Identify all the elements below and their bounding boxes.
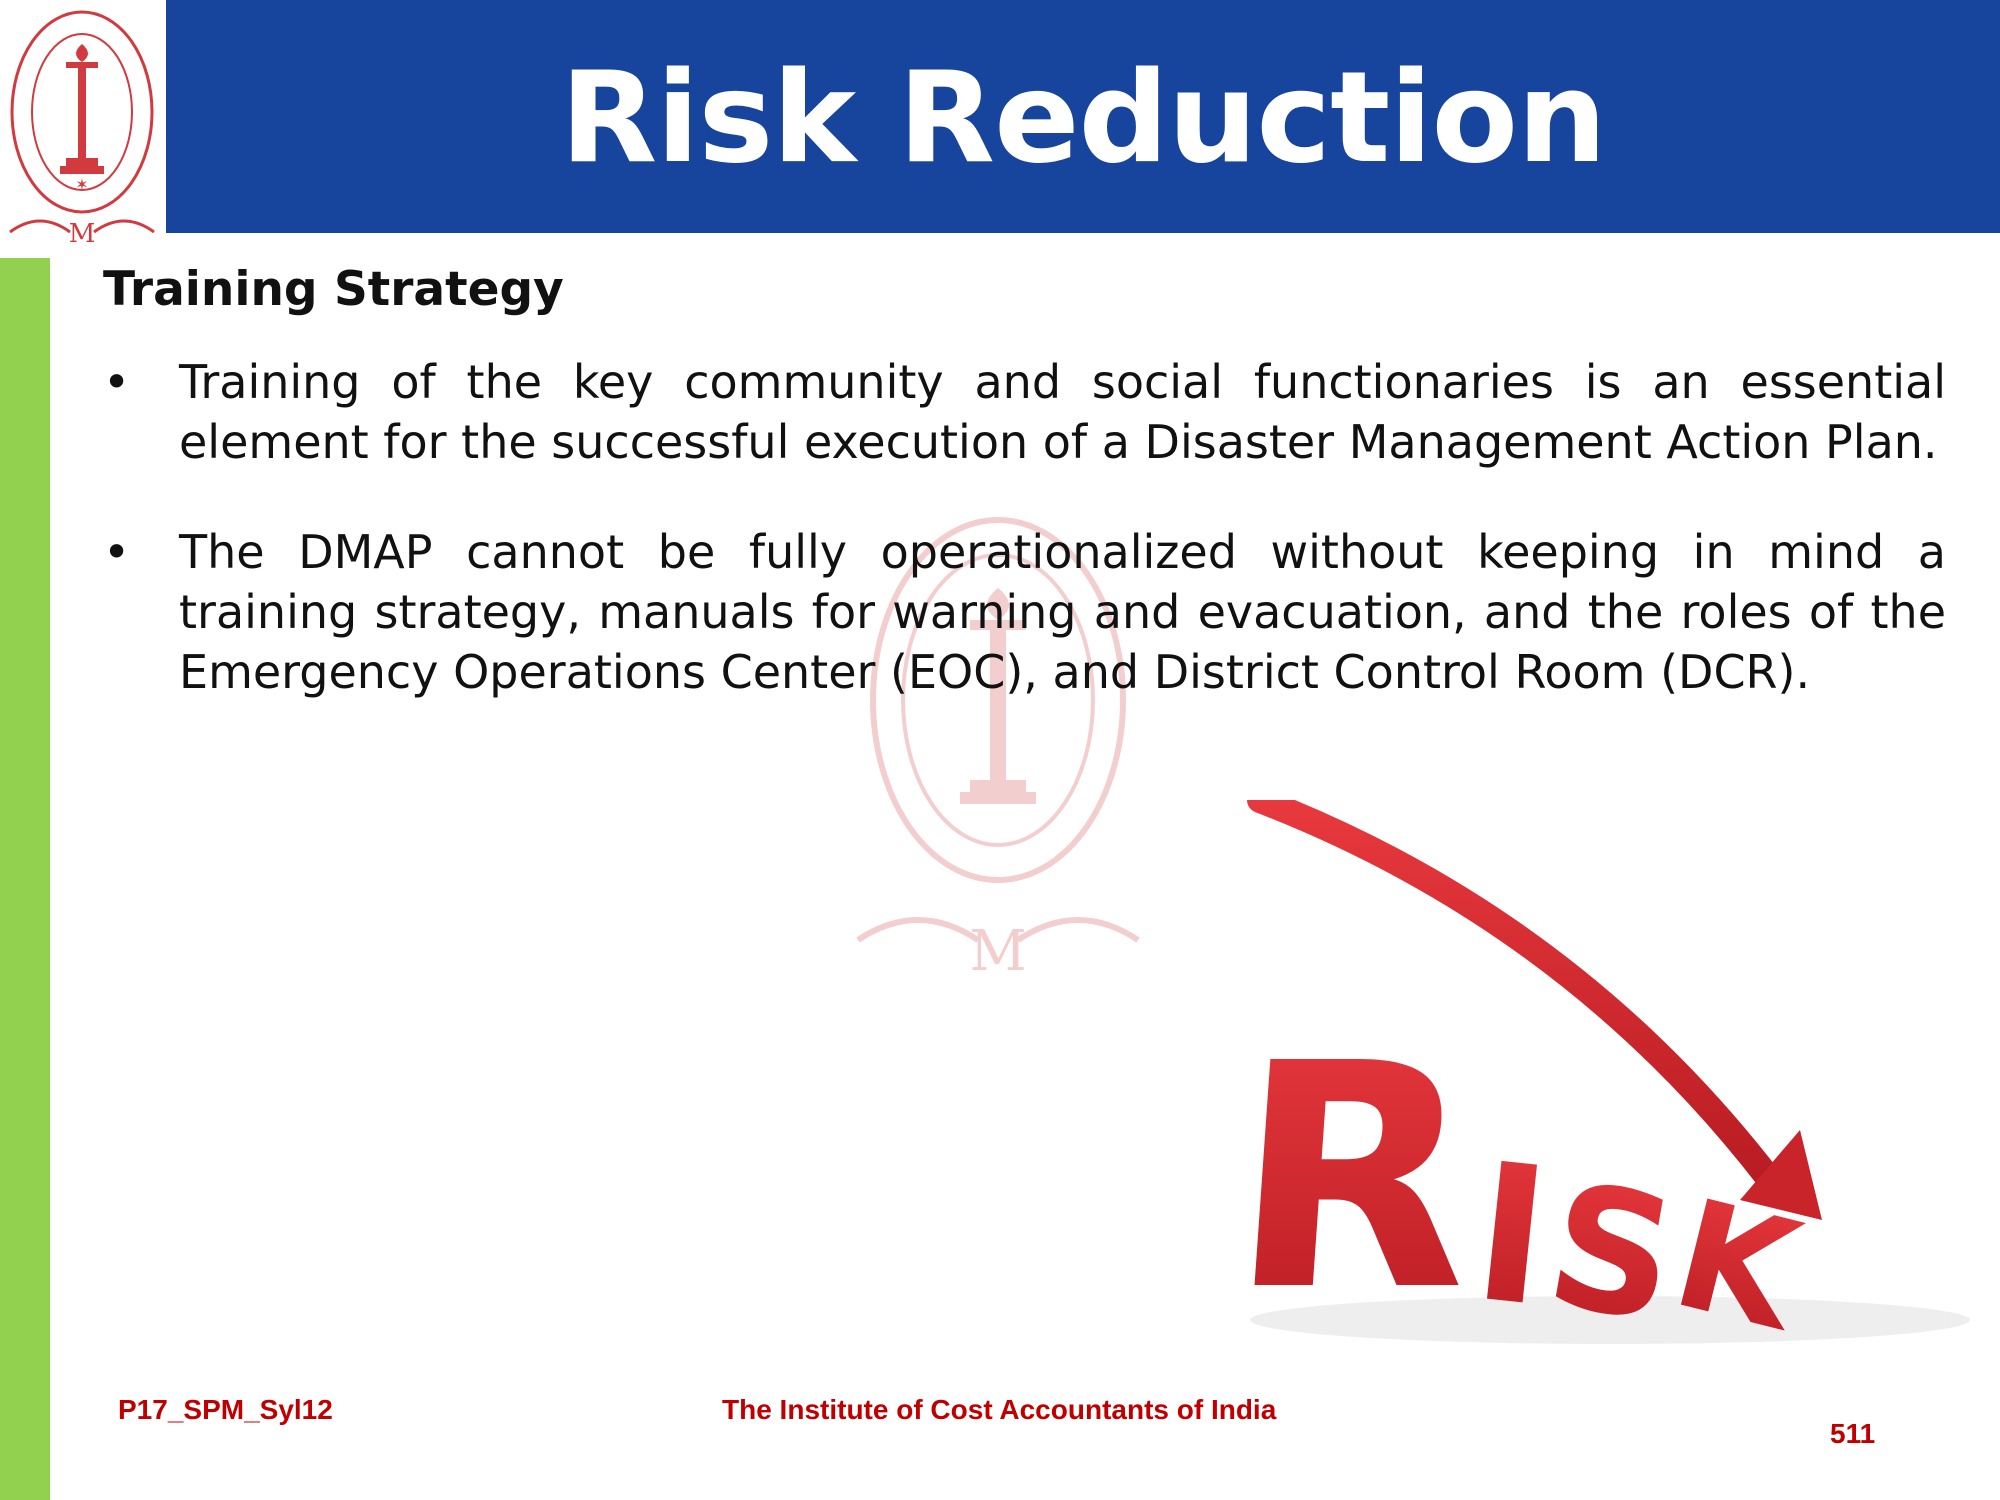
svg-text:M: M	[68, 219, 96, 249]
svg-text:I: I	[1464, 1121, 1559, 1350]
section-subtitle: Training Strategy	[103, 262, 564, 317]
risk-word-letter-r: R	[1220, 998, 1485, 1350]
bullet-text: The DMAP cannot be fully operationalized without keeping in mind a training strategy, manuals for warning and evacuation, and the roles of the Emergency Operations Center (EOC), and District Control Room (DCR).	[179, 525, 1946, 699]
footer-course-code: P17_SPM_Syl12	[118, 1394, 333, 1425]
footer-institute-name: The Institute of Cost Accountants of India	[722, 1394, 1277, 1425]
bullet-text: Training of the key community and social functionaries is an essential element for the successful execution of a Disaster Management Action Plan.	[179, 355, 1946, 469]
bullet-marker: •	[103, 525, 131, 579]
risk-reduction-graphic	[1150, 800, 2000, 1350]
bullet-item	[103, 352, 1946, 472]
institute-logo	[0, 0, 166, 258]
bullet-list	[103, 352, 1946, 752]
bullet-marker: •	[103, 355, 131, 409]
svg-text:✶: ✶	[75, 175, 89, 194]
svg-text:S: S	[1534, 1145, 1690, 1350]
bullet-item	[103, 522, 1946, 702]
slide-title: Risk Reduction	[560, 44, 1606, 191]
side-accent-bar	[0, 258, 50, 1500]
svg-text:M: M	[969, 919, 1027, 984]
page-number: 511	[1830, 1418, 1876, 1449]
svg-text:K: K	[1658, 1167, 1814, 1350]
